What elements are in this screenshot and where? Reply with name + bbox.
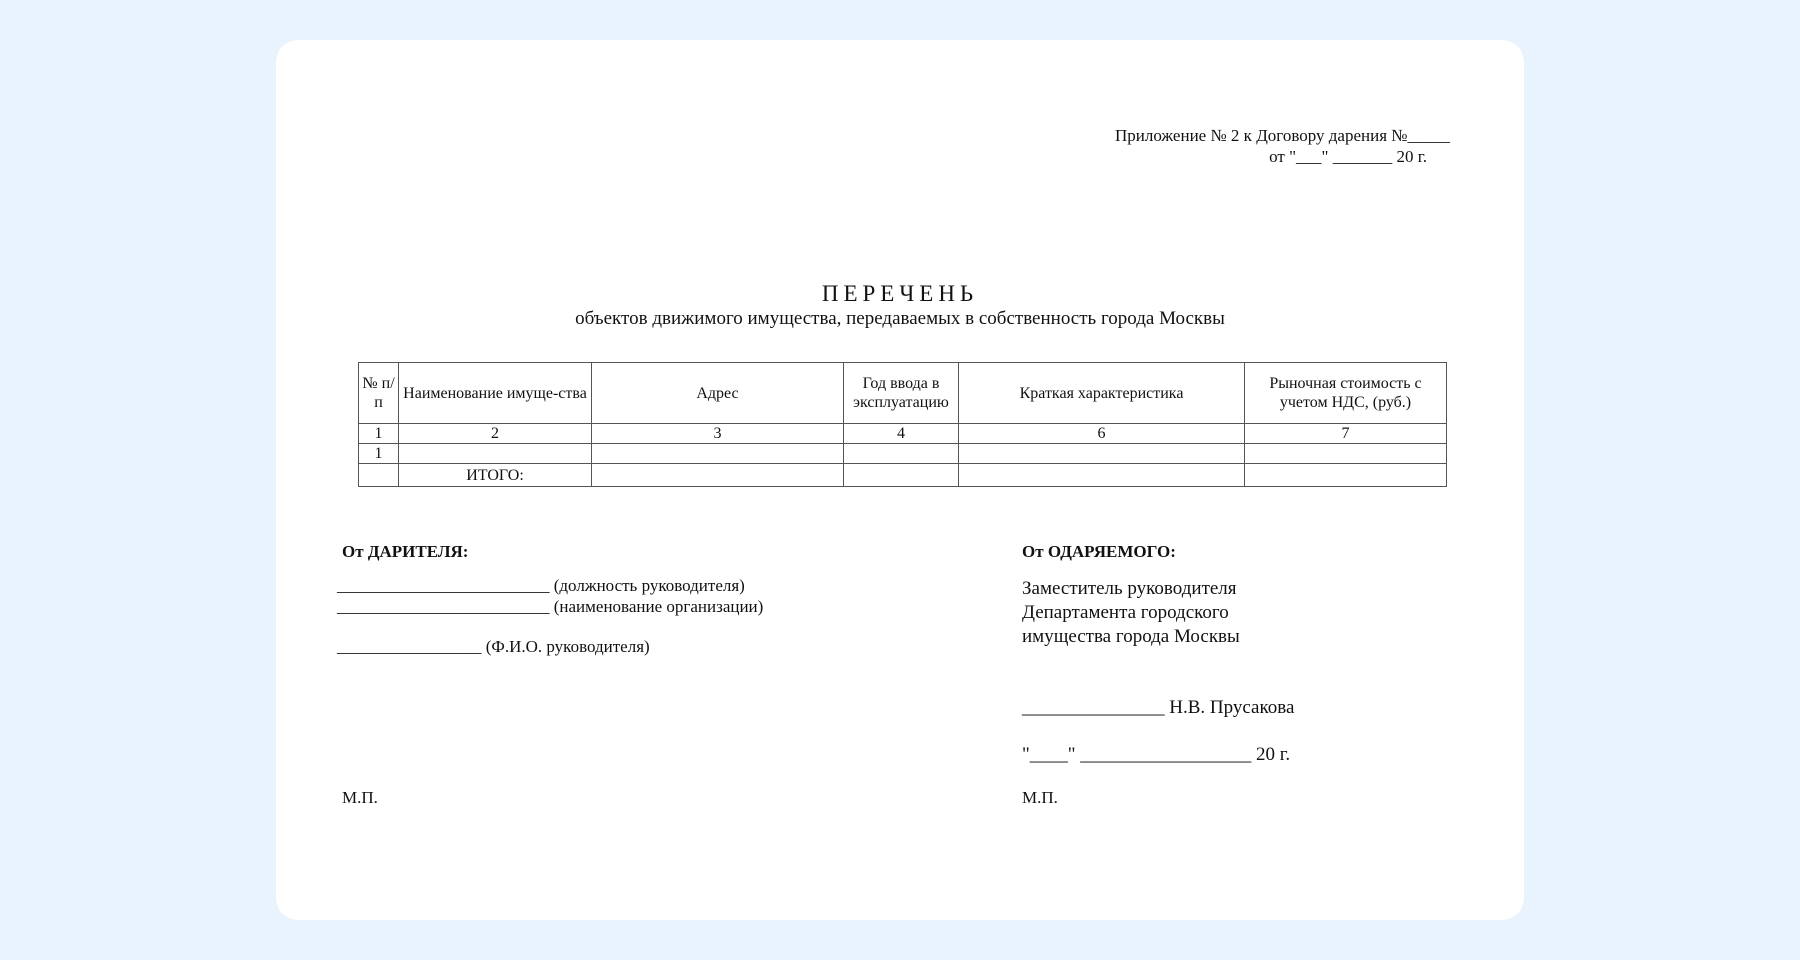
donee-stamp: М.П. — [1022, 788, 1058, 807]
donee-position-line: Департамента городского — [1022, 602, 1229, 623]
table-cell — [844, 464, 959, 487]
column-header: Краткая характеристика — [959, 363, 1245, 424]
column-header: Рыночная стоимость с учетом НДС, (руб.) — [1245, 363, 1447, 424]
table-cell — [592, 464, 844, 487]
document-page — [276, 40, 1524, 920]
donee-position — [1022, 577, 1240, 649]
table-cell — [1245, 444, 1447, 464]
table-cell — [359, 464, 399, 487]
column-number: 3 — [592, 424, 844, 444]
table-cell — [592, 444, 844, 464]
table-cell — [1245, 464, 1447, 487]
column-number: 6 — [959, 424, 1245, 444]
column-number: 7 — [1245, 424, 1447, 444]
property-table — [358, 362, 1447, 487]
column-number: 4 — [844, 424, 959, 444]
donor-heading: От ДАРИТЕЛЯ: — [342, 542, 469, 561]
table-cell: 1 — [359, 444, 399, 464]
column-header: № п/п — [359, 363, 399, 424]
document-subtitle: объектов движимого имущества, передаваемых в собственность города Москвы — [575, 308, 1225, 329]
column-number: 2 — [399, 424, 592, 444]
table-header-row — [359, 363, 1447, 424]
table-row — [359, 444, 1447, 464]
donee-position-line: имущества города Москвы — [1022, 626, 1240, 647]
table-number-row — [359, 424, 1447, 444]
total-label: ИТОГО: — [399, 464, 592, 487]
donee-date-line: "____" __________________ 20 г. — [1022, 744, 1291, 765]
appendix-date-line: от "___" _______ 20 г. — [1269, 147, 1427, 166]
donor-name-line: _________________ (Ф.И.О. руководителя) — [337, 637, 650, 656]
donor-position-line: _________________________ (должность руководителя) — [337, 576, 745, 595]
table-total-row — [359, 464, 1447, 487]
table-cell — [959, 444, 1245, 464]
column-header: Наименование имуще-ства — [399, 363, 592, 424]
donee-position-line: Заместитель руководителя — [1022, 578, 1237, 599]
column-number: 1 — [359, 424, 399, 444]
table-cell — [844, 444, 959, 464]
table-cell — [399, 444, 592, 464]
donor-stamp: М.П. — [342, 788, 378, 807]
donee-heading: От ОДАРЯЕМОГО: — [1022, 542, 1176, 561]
appendix-header: Приложение № 2 к Договору дарения №_____ — [1114, 126, 1450, 145]
document-title: ПЕРЕЧЕНЬ — [821, 281, 979, 306]
column-header: Год ввода в эксплуатацию — [844, 363, 959, 424]
table-cell — [959, 464, 1245, 487]
donor-organization-line: _________________________ (наименование организации) — [337, 597, 764, 616]
donee-signature-line: _______________ Н.В. Прусакова — [1022, 697, 1295, 718]
column-header: Адрес — [592, 363, 844, 424]
